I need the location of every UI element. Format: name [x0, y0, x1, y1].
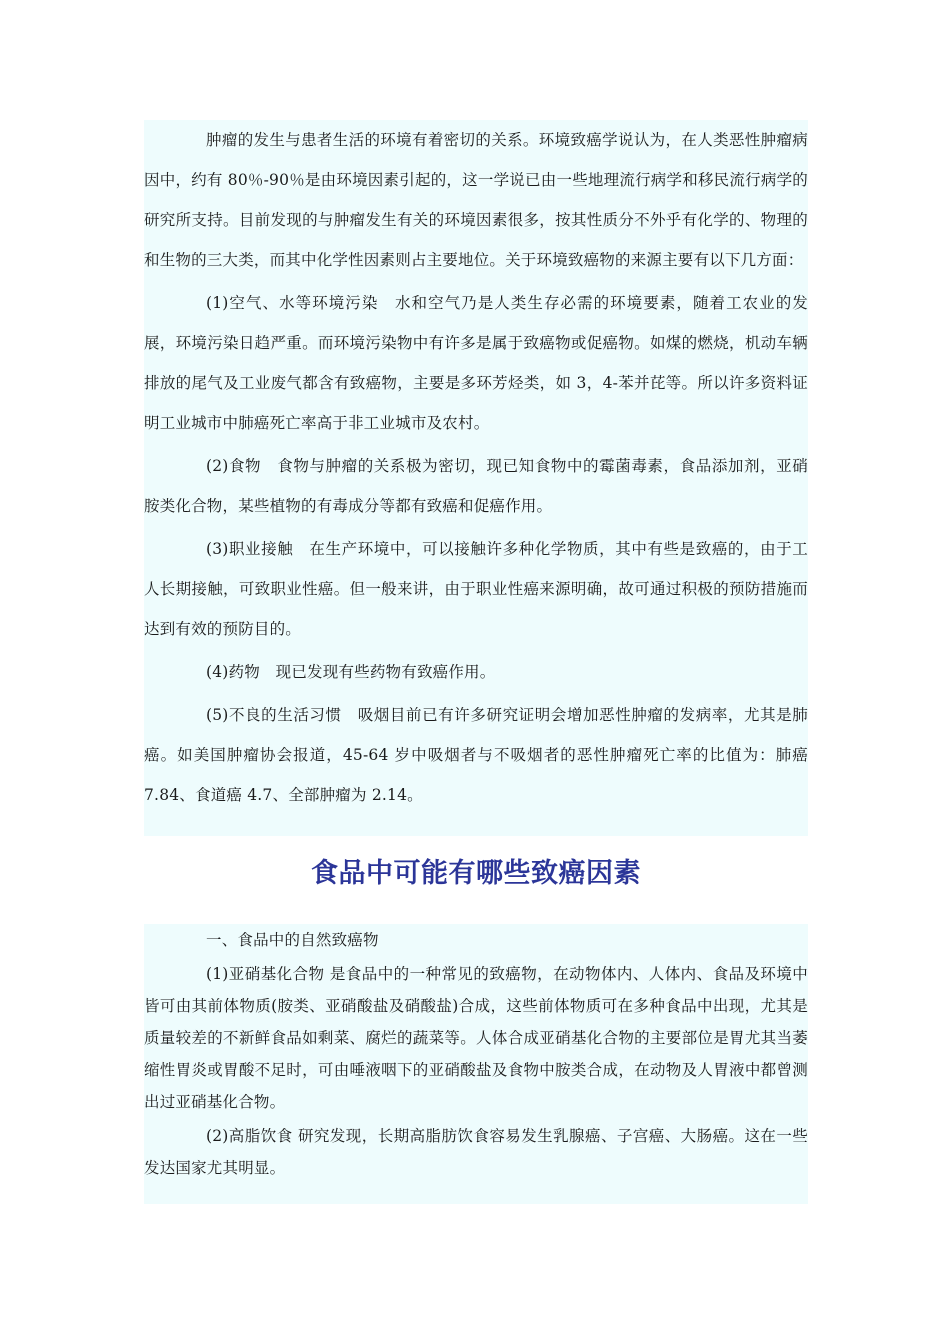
section-heading: 食品中可能有哪些致癌因素 — [311, 858, 641, 889]
paragraph-drugs: (4)药物 现已发现有些药物有致癌作用。 — [206, 663, 496, 681]
text-block-bottom — [144, 924, 808, 1204]
paragraph-natural-carcinogens-title: 一、食品中的自然致癌物 — [206, 931, 379, 949]
paragraph-occupational-exposure: (3)职业接触 在生产环境中，可以接触许多种化学物质，其中有些是致癌的，由于工人长期接触，可致职业性癌。但一般来讲，由于职业性癌来源明确，故可通过积极的预防措施而达到有效的预防目的。 — [144, 540, 808, 638]
paragraph-high-fat-diet: (2)高脂饮食 研究发现，长期高脂肪饮食容易发生乳腺癌、子宫癌、大肠癌。这在一些发达国家尤其明显。 — [144, 1127, 808, 1177]
paragraph-intro: 肿瘤的发生与患者生活的环境有着密切的关系。环境致癌学说认为，在人类恶性肿瘤病因中，约有 80％-90％是由环境因素引起的，这一学说已由一些地理流行病学和移民流行病学的研究所支持。目前发现的与肿瘤发生有关的环境因素很多，按其性质分不外乎有化学的、物理的和生物的三大类，而其中化学性因素则占主要地位。关于环境致癌物的来源主要有以下几方面： — [144, 131, 808, 269]
paragraph-food: (2)食物 食物与肿瘤的关系极为密切，现已知食物中的霉菌毒素，食品添加剂，亚硝胺类化合物，某些植物的有毒成分等都有致癌和促癌作用。 — [144, 457, 808, 515]
paragraph-air-water-pollution: (1)空气、水等环境污染 水和空气乃是人类生存必需的环境要素，随着工农业的发展，环境污染日趋严重。而环境污染物中有许多是属于致癌物或促癌物。如煤的燃烧，机动车辆排放的尾气及工业废气都含有致癌物，主要是多环芳烃类，如 3，4-苯并芘等。所以许多资料证明工业城市中肺癌死亡率高于非工业城市及农村。 — [144, 294, 808, 432]
text-block-top — [144, 120, 808, 836]
paragraph-lifestyle: (5)不良的生活习惯 吸烟目前已有许多研究证明会增加恶性肿瘤的发病率，尤其是肺癌。如美国肿瘤协会报道，45-64 岁中吸烟者与不吸烟者的恶性肿瘤死亡率的比值为：肺癌 7.84、食道癌 4.7、全部肿瘤为 2.14。 — [144, 706, 808, 804]
paragraph-nitroso-compounds: (1)亚硝基化合物 是食品中的一种常见的致癌物，在动物体内、人体内、食品及环境中皆可由其前体物质(胺类、亚硝酸盐及硝酸盐)合成，这些前体物质可在多种食品中出现，尤其是质量较差的不新鲜食品如剩菜、腐烂的蔬菜等。人体合成亚硝基化合物的主要部位是胃尤其当萎缩性胃炎或胃酸不足时，可由唾液咽下的亚硝酸盐及食物中胺类合成，在动物及人胃液中都曾测出过亚硝基化合物。 — [144, 965, 808, 1111]
